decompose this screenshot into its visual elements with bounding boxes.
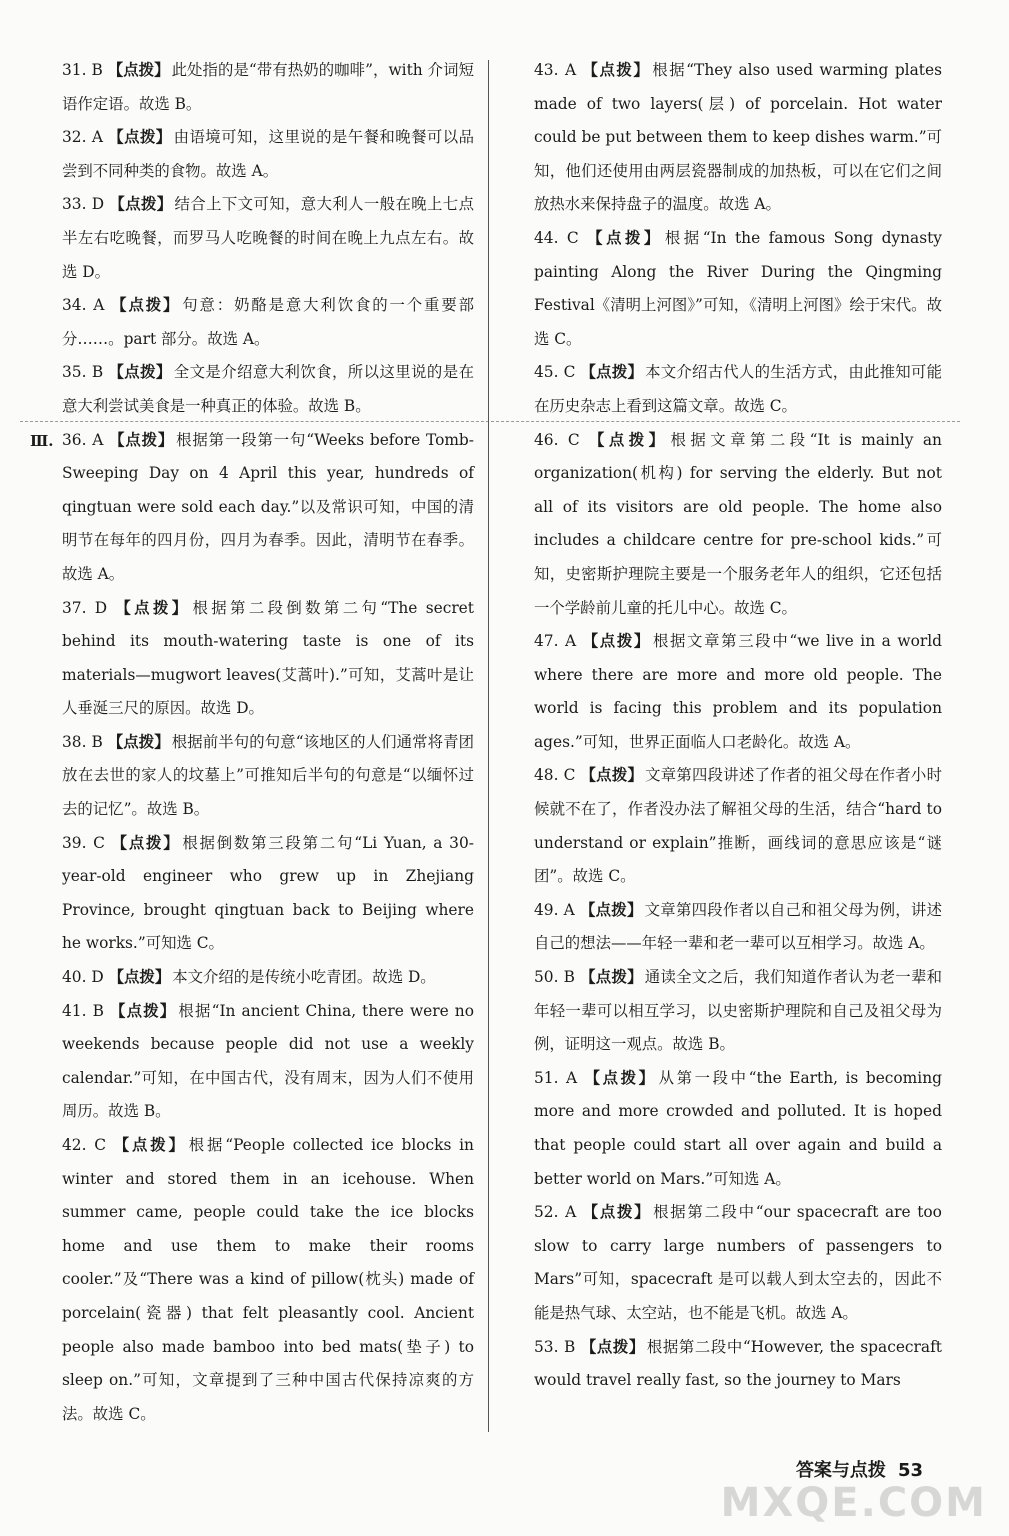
answer-item — [62, 961, 474, 995]
question-number: 48. — [534, 766, 559, 785]
answer-letter: C — [93, 833, 105, 852]
page-number: 53 — [897, 1460, 923, 1481]
answer-body — [62, 424, 474, 592]
answer-body — [534, 894, 942, 961]
answer-body — [534, 1331, 942, 1398]
hint-tag: 【点拨】 — [582, 61, 651, 79]
hint-tag: 【点拨】 — [115, 598, 191, 617]
answer-letter: A — [565, 1203, 577, 1222]
explanation-text: 本文介绍古代人的生活方式，由此推知可能在历史杂志上看到这篇文章。故选 C。 — [534, 363, 942, 415]
explanation-text: 根据第二段中“However, the spacecraft would travel really fast, so the journey to Mars — [534, 1337, 942, 1390]
hint-tag: 【点拨】 — [582, 1203, 652, 1222]
answer-item — [62, 995, 474, 1129]
question-number: 35. — [62, 363, 87, 382]
answer-item — [62, 121, 474, 188]
answer-item — [62, 1129, 474, 1431]
answer-body — [62, 1129, 474, 1431]
hint-tag: 【点拨】 — [587, 228, 663, 247]
hint-tag: 【点拨】 — [109, 430, 175, 449]
question-number: 34. — [62, 296, 87, 315]
answer-item — [534, 625, 942, 759]
answer-item — [62, 726, 474, 827]
answer-body — [62, 289, 474, 356]
explanation-text: 根据“In ancient China, there were no weekends because people did not use a weekly calendar.”可知，在中国古代，没有周末，因为人们不使用周历。故选 B。 — [62, 1001, 474, 1121]
answer-letter: A — [565, 632, 577, 651]
answer-letter: C — [566, 228, 579, 247]
answer-letter: C — [563, 766, 576, 785]
question-number: 46. — [534, 430, 559, 449]
hint-tag: 【点拨】 — [107, 732, 170, 751]
answer-letter: D — [91, 968, 104, 987]
answer-body — [62, 995, 474, 1129]
answer-item — [62, 54, 474, 121]
question-number: 32. — [62, 128, 87, 147]
explanation-text: 根据前半句的句意“该地区的人们通常将青团放在去世的家人的坟墓上”可推知后半句的句意是“以缅怀过去的记忆”。故选 B。 — [62, 732, 474, 819]
question-number: 39. — [62, 833, 87, 852]
explanation-text: 根据“They also used warming plates made of two layers(层) of porcelain. Hot water could be put between them to keep dishes warm.”可知，他们还使用由两层瓷器制成的加热板，可以在它们之间放热水来保持盘子的温度。故选 A。 — [534, 61, 942, 214]
answer-body — [62, 592, 474, 726]
left-column — [62, 54, 474, 1431]
hint-tag: 【点拨】 — [107, 61, 170, 79]
answer-body — [534, 222, 942, 356]
answer-letter: A — [564, 61, 577, 79]
answer-item — [534, 961, 942, 1062]
explanation-text: 文章第四段讲述了作者的祖父母在作者小时候就不在了，作者没办法了解祖父母的生活，结合“hard to understand or explain”推断，画线词的意思应该是“谜团”。故选 C。 — [534, 766, 942, 886]
explanation-text: 全文是介绍意大利饮食，所以这里说的是在意大利尝试美食是一种真正的体验。故选 B。 — [62, 363, 474, 415]
explanation-text: 本文介绍的是传统小吃青团。故选 D。 — [172, 968, 436, 987]
answer-letter: A — [566, 1068, 578, 1087]
answer-body — [62, 726, 474, 827]
explanation-text: 句意：奶酪是意大利饮食的一个重要部分……。part 部分。故选 A。 — [62, 296, 474, 348]
explanation-text: 根据“People collected ice blocks in winter and stored them in an icehouse. When summer came, people could take the ice blocks home and use them to make their rooms cooler.”及“There was a kind of pillow(枕头) made of porcelain(瓷器) that felt pleasantly cool. Ancient people also made bamboo into bed mats(垫子) to sleep on.”可知，文章提到了三种中国古代保持凉爽的方法。故选 C。 — [62, 1136, 474, 1423]
answer-item — [534, 356, 942, 423]
answer-body — [534, 424, 942, 626]
hint-tag: 【点拨】 — [582, 632, 651, 651]
answer-body — [62, 121, 474, 188]
answer-body — [534, 961, 942, 1062]
answer-item — [62, 827, 474, 961]
question-number: 40. — [62, 968, 87, 987]
answer-letter: D — [91, 195, 105, 214]
question-number: 41. — [62, 1001, 87, 1020]
explanation-text: 根据文章第二段“It is mainly an organization(机构) for serving the elderly. But not all of its visitors are old people. The home also includes a childcare centre for pre-school kids.”可知，史密斯护理院主要是一个服务老年人的组织，它还包括一个学龄前儿童的托儿中心。故选 C。 — [534, 430, 942, 617]
answer-letter: B — [91, 61, 103, 79]
answer-body — [534, 1062, 942, 1196]
answer-item — [534, 54, 942, 222]
answer-item — [534, 1062, 942, 1196]
footer-label: 答案与点拨 — [795, 1460, 886, 1481]
answer-body — [534, 54, 942, 222]
answer-item — [534, 1196, 942, 1330]
answer-body — [62, 356, 474, 423]
explanation-text: 根据第二段中“our spacecraft are too slow to carry large numbers of passengers to Mars”可知，spacecraft 是可以载人到太空去的，因此不能是热气球、太空站，也不能是飞机。故选 A。 — [534, 1203, 942, 1322]
answer-letter: C — [567, 430, 580, 449]
explanation-text: 此处指的是“带有热奶的咖啡”，with 介词短语作定语。故选 B。 — [62, 61, 474, 113]
answer-letter: A — [92, 430, 104, 449]
explanation-text: 根据第一段第一句“Weeks before Tomb-Sweeping Day on 4 April this year, hundreds of qingtuan were sold each day.”以及常识可知，中国的清明节在每年的四月份，四月为春季。因此，清明节在春季。故选 A。 — [62, 430, 474, 583]
hint-tag: 【点拨】 — [584, 1068, 657, 1087]
hint-tag: 【点拨】 — [111, 296, 181, 315]
answer-letter: B — [564, 1337, 576, 1356]
answer-body — [62, 961, 474, 995]
hint-tag: 【点拨】 — [579, 900, 643, 919]
answer-letter: A — [563, 900, 575, 919]
explanation-text: 文章第四段作者以自己和祖父母为例，讲述自己的想法——年轻一辈和老一辈可以互相学习。故选 A。 — [534, 900, 942, 953]
column-divider — [488, 60, 489, 1432]
hint-tag: 【点拨】 — [580, 968, 643, 987]
answer-letter: B — [91, 732, 103, 751]
answer-item — [62, 356, 474, 423]
question-number: 43. — [534, 61, 559, 79]
answer-body — [62, 827, 474, 961]
hint-tag: 【点拨】 — [108, 363, 172, 382]
hint-tag: 【点拨】 — [108, 968, 171, 987]
explanation-text: 从第一段中“the Earth, is becoming more and more crowded and polluted. It is hoped that people could start all over again and build a better world on Mars.”可知选 A。 — [534, 1068, 942, 1188]
answer-item — [62, 289, 474, 356]
hint-tag: 【点拨】 — [580, 363, 644, 382]
answer-letter: A — [91, 128, 103, 147]
watermark: MXQE.COM — [720, 1480, 987, 1526]
right-column — [534, 54, 942, 1398]
page-footer — [796, 1456, 923, 1482]
question-number: 51. — [534, 1068, 559, 1087]
question-number: 50. — [534, 968, 559, 987]
question-number: 38. — [62, 732, 87, 751]
answer-letter: A — [93, 296, 105, 315]
answer-letter: B — [92, 1001, 104, 1020]
answer-item — [62, 592, 474, 726]
question-number: 31. — [62, 61, 87, 79]
question-number: 42. — [62, 1136, 87, 1154]
answer-body — [534, 356, 942, 423]
answer-item — [534, 1331, 942, 1398]
question-number: 45. — [534, 363, 559, 382]
answer-item — [534, 894, 942, 961]
hint-tag: 【点拨】 — [110, 1001, 177, 1020]
hint-tag: 【点拨】 — [109, 195, 173, 214]
question-number: 52. — [534, 1203, 559, 1222]
hint-tag: 【点拨】 — [580, 1337, 645, 1356]
question-number: 49. — [534, 900, 559, 919]
explanation-text: 由语境可知，这里说的是午餐和晚餐可以品尝到不同种类的食物。故选 A。 — [62, 128, 474, 180]
explanation-text: 结合上下文可知，意大利人一般在晚上七点半左右吃晚餐，而罗马人吃晚餐的时间在晚上九点左右。故选 D。 — [62, 195, 474, 281]
answer-letter: C — [563, 363, 576, 382]
section-mark: Ⅲ. — [30, 432, 54, 450]
explanation-text: 根据文章第三段中“we live in a world where there are more and more old people. The world is facing this problem and its population ages.”可知，世界正面临人口老龄化。故选 A。 — [534, 632, 942, 751]
answer-body — [534, 625, 942, 759]
question-number: 36. — [62, 430, 87, 449]
answer-letter: C — [94, 1136, 107, 1154]
hint-tag: 【点拨】 — [111, 833, 181, 852]
question-number: 44. — [534, 228, 559, 247]
answer-item — [62, 188, 474, 289]
question-number: 33. — [62, 195, 87, 214]
explanation-text: 根据倒数第三段第二句“Li Yuan, a 30-year-old engineer who grew up in Zhejiang Province, brought qingtuan back to Beijing where he works.”可知选 C。 — [62, 833, 474, 953]
question-number: 47. — [534, 632, 559, 651]
hint-tag: 【点拨】 — [108, 128, 172, 147]
answer-letter: D — [94, 598, 108, 617]
answer-body — [62, 188, 474, 289]
answer-item — [534, 222, 942, 356]
hint-tag: 【点拨】 — [113, 1136, 187, 1154]
answer-body — [534, 1196, 942, 1330]
hint-tag: 【点拨】 — [580, 766, 644, 785]
answer-item — [534, 759, 942, 893]
answer-item — [534, 424, 942, 626]
explanation-text: 通读全文之后，我们知道作者认为老一辈和年轻一辈可以相互学习，以史密斯护理院和自己及祖父母为例，证明这一观点。故选 B。 — [534, 968, 942, 1054]
answer-body — [62, 54, 474, 121]
answer-item — [62, 424, 474, 592]
question-number: 53. — [534, 1337, 559, 1356]
explanation-text: 根据第二段倒数第二句“The secret behind its mouth-watering taste is one of its materials—mugwort leaves(艾蒿叶).”可知，艾蒿叶是让人垂涎三尺的原因。故选 D。 — [62, 598, 474, 718]
explanation-text: 根据“In the famous Song dynasty painting Along the River During the Qingming Festival《清明上河图》”可知，《清明上河图》绘于宋代。故选 C。 — [534, 228, 942, 348]
answer-letter: B — [91, 363, 104, 382]
answer-body — [534, 759, 942, 893]
hint-tag: 【点拨】 — [589, 430, 669, 449]
question-number: 37. — [62, 598, 87, 617]
answer-letter: B — [563, 968, 575, 987]
